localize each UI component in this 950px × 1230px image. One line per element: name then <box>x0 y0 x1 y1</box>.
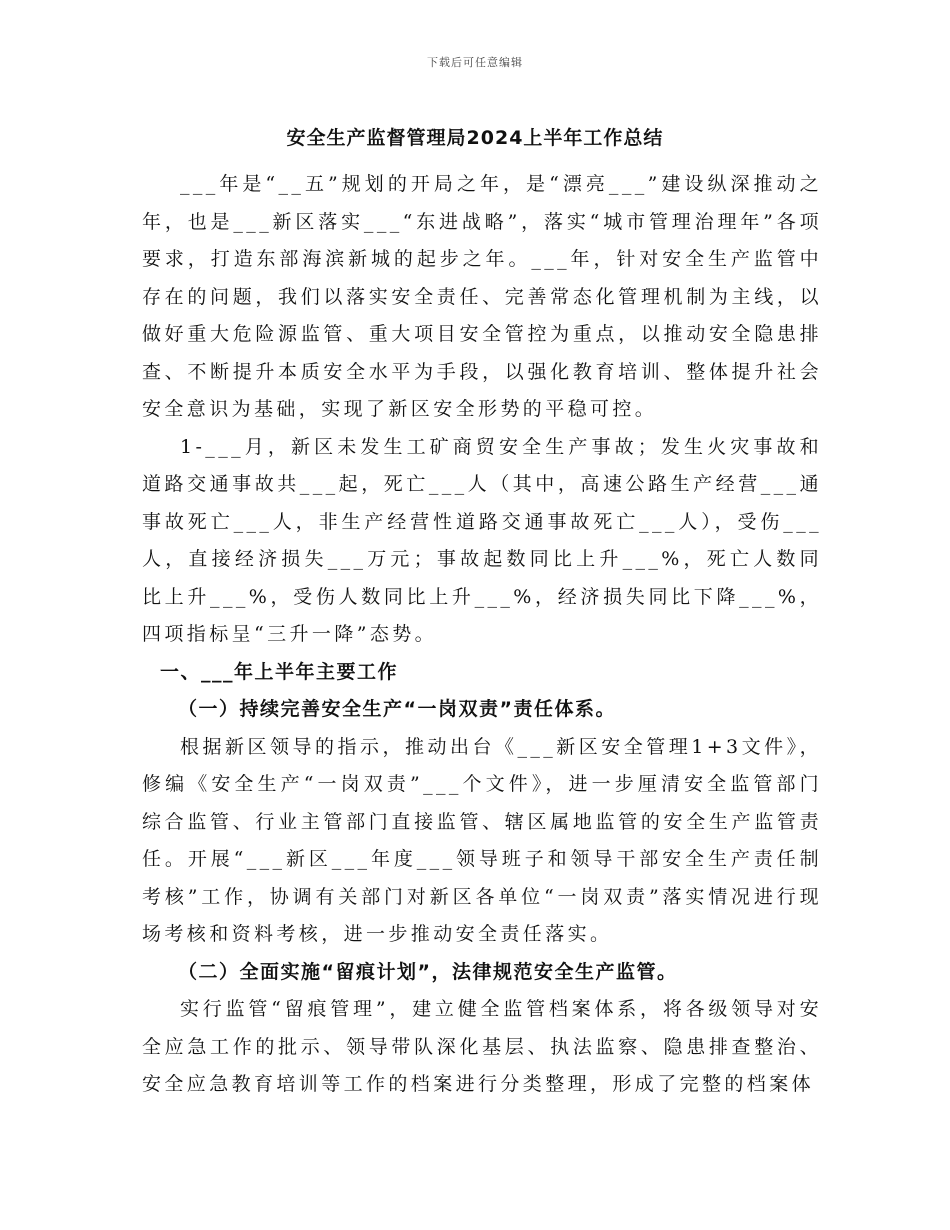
header-note: 下载后可任意编辑 <box>427 56 523 69</box>
intro-paragraph: ___年是“__五”规划的开局之年，是“漂亮___”建设纵深推动之年，也是___新区落实___“东进战略”，落实“城市管理治理年”各项要求，打造东部海滨新城的起步之年。___年，针对安全生产监管中存在的问题，我们以落实安全责任、完善常态化管理机制为主线，以做好重大危险源监管、重大项目安全管控为重点，以推动安全隐患排查、不断提升本质安全水平为手段，以强化教育培训、整体提升社会安全意识为基础，实现了新区安全形势的平稳可控。 <box>142 173 822 420</box>
statistics-paragraph: 1-___月，新区未发生工矿商贸安全生产事故；发生火灾事故和道路交通事故共___起，死亡___人（其中，高速公路生产经营___通事故死亡___人，非生产经营性道路交通事故死亡___人），受伤___人，直接经济损失___万元；事故起数同比上升___%，死亡人数同比上升___%，受伤人数同比上升___%，经济损失同比下降___%，四项指标呈“三升一降”态势。 <box>142 435 822 645</box>
document-body <box>142 166 822 1104</box>
subsection-paragraph-2: 实行监管“留痕管理”，建立健全监管档案体系，将各级领导对安全应急工作的批示、领导带队深化基层、执法监察、隐患排查整治、安全应急教育培训等工作的档案进行分类整理，形成了完整的档案体 <box>142 998 822 1095</box>
subsection-heading-2: （二）全面实施“留痕计划”，法律规范安全生产监管。 <box>178 960 678 983</box>
subsection-heading-1: （一）持续完善安全生产“一岗双责”责任体系。 <box>178 698 616 720</box>
section-heading: 一、___年上半年主要工作 <box>160 660 399 683</box>
document-title: 安全生产监督管理局2024上半年工作总结 <box>286 127 664 149</box>
subsection-paragraph-1: 根据新区领导的指示，推动出台《___新区安全管理1+3文件》，修编《安全生产“一岗双责”___个文件》，进一步厘清安全监管部门综合监管、行业主管部门直接监管、辖区属地监管的安全生产监管责任。开展“___新区___年度___领导班子和领导干部安全生产责任制考核”工作，协调有关部门对新区各单位“一岗双责”落实情况进行现场考核和资料考核，进一步推动安全责任落实。 <box>142 735 822 945</box>
